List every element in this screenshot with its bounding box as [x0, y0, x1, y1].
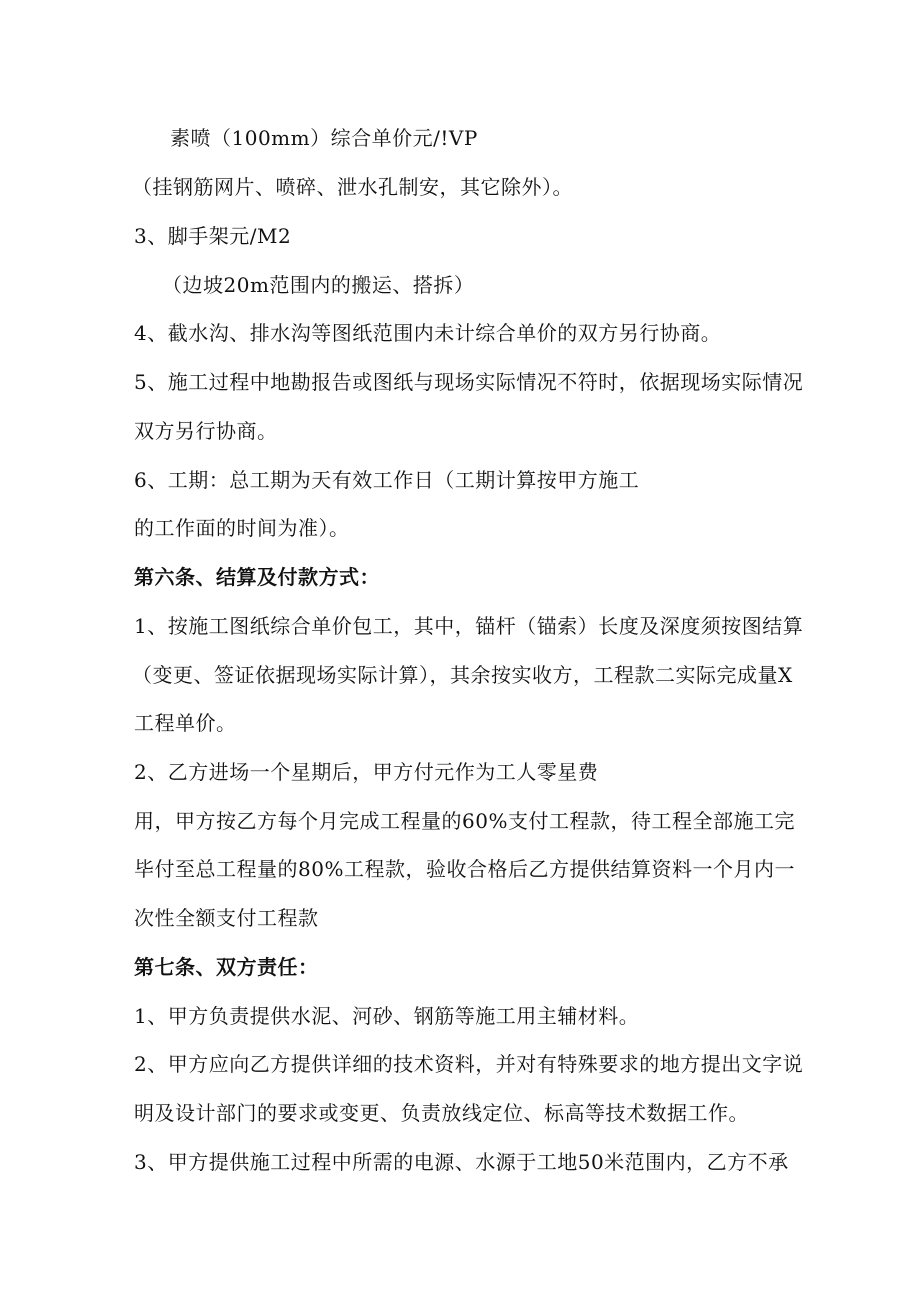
- text-line-payment-2-end: 次性全额支付工程款: [134, 906, 319, 930]
- text-line-item-6: 6、工期：总工期为天有效工作日（工期计算按甲方施工: [134, 468, 640, 492]
- text-line-duty-2-cont: 明及设计部门的要求或变更、负责放线定位、标高等技术数据工作。: [134, 1101, 749, 1125]
- text-line-shotcrete-scope: （挂钢筋网片、喷碎、泄水孔制安，其它除外）。: [132, 175, 573, 199]
- text-line-item-3: 3、脚手架元/M2: [134, 224, 292, 248]
- text-line-payment-2-cont2: 毕付至总工程量的80%工程款，验收合格后乙方提供结算资料一个月内一: [134, 857, 795, 881]
- text-line-payment-2-cont: 用，甲方按乙方每个月完成工程量的60%支付工程款，待工程全部施工完: [134, 809, 795, 833]
- section-heading-article-6: 第六条、结算及付款方式：: [134, 565, 380, 589]
- text-line-item-6-cont: 的工作面的时间为准）。: [134, 516, 350, 540]
- text-line-payment-1-cont: （变更、签证依据现场实际计算），其余按实收方，工程款二实际完成量X: [132, 663, 793, 687]
- text-line-duty-2: 2、甲方应向乙方提供详细的技术资料，并对有特殊要求的地方提出文字说: [134, 1052, 804, 1076]
- text-line-scaffold-scope: （边坡20m范围内的搬运、搭拆）: [162, 273, 475, 297]
- text-line-payment-1: 1、按施工图纸综合单价包工，其中，锚杆（锚索）长度及深度须按图结算: [134, 614, 804, 638]
- text-line-duty-1: 1、甲方负责提供水泥、河砂、钢筋等施工用主辅材料。: [134, 1004, 640, 1028]
- text-line-unit-price-shotcrete: 素喷（100mm）综合单价元/!VP: [170, 126, 478, 150]
- section-heading-article-7: 第七条、双方责任：: [134, 955, 319, 979]
- text-line-item-5-cont: 双方另行协商。: [134, 419, 278, 443]
- text-line-payment-2: 2、乙方进场一个星期后，甲方付元作为工人零星费: [134, 760, 599, 784]
- text-line-duty-3: 3、甲方提供施工过程中所需的电源、水源于工地50米范围内，乙方不承: [134, 1150, 789, 1174]
- text-line-payment-1-end: 工程单价。: [134, 711, 237, 735]
- text-line-item-5: 5、施工过程中地勘报告或图纸与现场实际情况不符时，依据现场实际情况: [134, 370, 804, 394]
- text-line-item-4: 4、截水沟、排水沟等图纸范围内未计综合单价的双方另行协商。: [134, 321, 722, 345]
